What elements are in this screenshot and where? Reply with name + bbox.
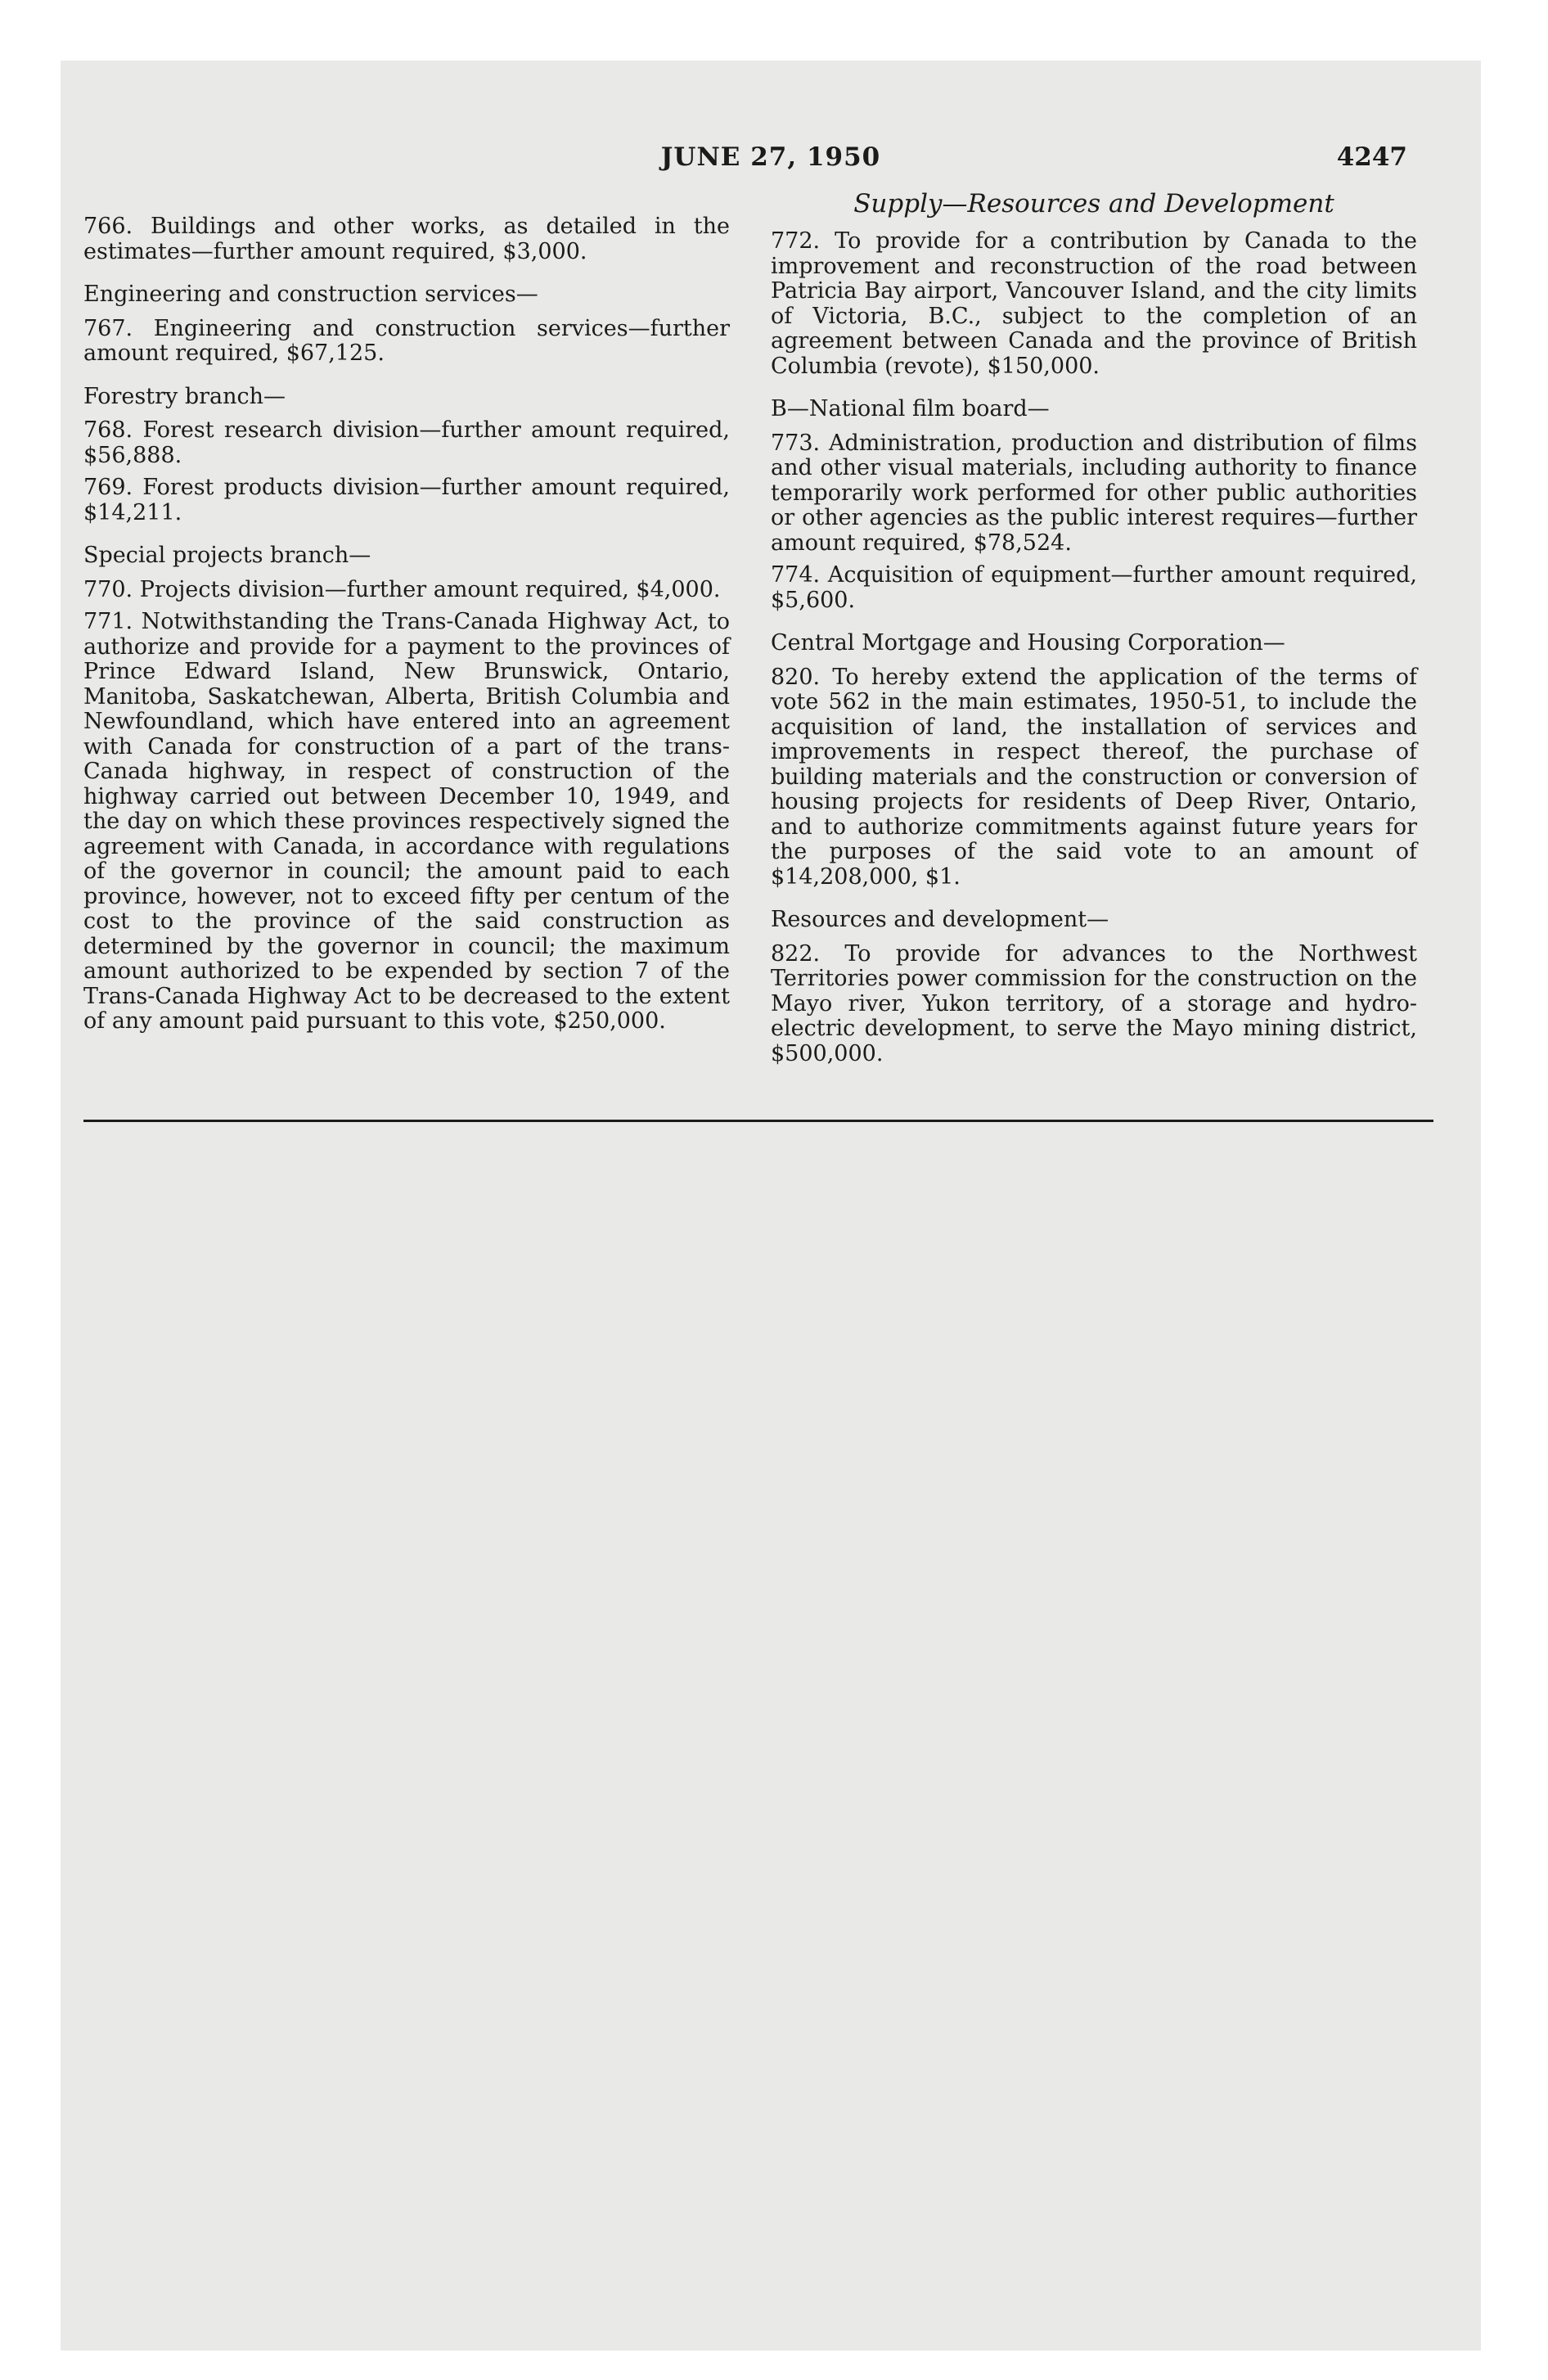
vote-766: 766. Buildings and other works, as detailed in the estimates—further amount required, $3,000. (83, 214, 730, 264)
vote-771: 771. Notwithstanding the Trans-Canada Highway Act, to authorize and provide for a payment to the provinces of Prince Edward Island, New Brunswick, Ontario, Manitoba, Saskatchewan, Alberta, British Columbia and Newfoundland, which have entered into an agreement with Canada for construction of a part of the trans-Canada highway, in respect of construction of the highway carried out between December 10, 1949, and the day on which these provinces respectively signed the agreement with Canada, in accordance with regulations of the governor in council; the amount paid to each province, however, not to exceed fifty per centum of the cost to the province of the said construction as determined by the governor in council; the maximum amount authorized to be expended by section 7 of the Trans-Canada Highway Act to be decreased to the extent of any amount paid pursuant to this vote, $250,000. (83, 609, 730, 1034)
running-heading: Supply—Resources and Development (853, 189, 1334, 219)
section-cmhc: Central Mortgage and Housing Corporation— (771, 630, 1285, 656)
vote-770: 770. Projects division—further amount required, $4,000. (83, 576, 721, 602)
section-resources-development: Resources and development— (771, 907, 1109, 932)
section-engineering: Engineering and construction services— (83, 282, 538, 307)
section-forestry: Forestry branch— (83, 383, 286, 409)
vote-767: 767. Engineering and construction services—further amount required, $67,125. (83, 315, 730, 366)
section-national-film-board: B—National film board— (771, 396, 1050, 421)
left-column (83, 214, 730, 1042)
vote-773: 773. Administration, production and distribution of films and other visual materials, including authority to finance temporarily work performed for other public authorities or other agencies as the public interest requires—further amount required, $78,524. (771, 430, 1417, 556)
scanned-page (61, 61, 1481, 2351)
vote-772: 772. To provide for a contribution by Canada to the improvement and reconstruction of the road between Patricia Bay airport, Vancouver Island, and the city limits of Victoria, B.C., subject to the completion of an agreement between Canada and the province of British Columbia (revote), $150,000. (771, 228, 1417, 379)
vote-769: 769. Forest products division—further amount required, $14,211. (83, 475, 730, 525)
vote-774: 774. Acquisition of equipment—further amount required, $5,600. (771, 562, 1417, 613)
right-column (771, 190, 1417, 1074)
vote-768: 768. Forest research division—further amount required, $56,888. (83, 417, 730, 468)
vote-822: 822. To provide for advances to the Northwest Territories power commission for the construction on the Mayo river, Yukon territory, of a storage and hydro-electric development, to serve the Mayo mining district, $500,000. (771, 940, 1417, 1066)
vote-820: 820. To hereby extend the application of the terms of vote 562 in the main estimates, 1950-51, to include the acquisition of land, the installation of services and improvements in respect thereof, the purchase of building materials and the construction or conversion of housing projects for residents of Deep River, Ontario, and to authorize commitments against future years for the purposes of the said vote to an amount of $14,208,000, $1. (771, 664, 1417, 890)
section-special-projects: Special projects branch— (83, 543, 371, 568)
page-number: 4247 (1336, 142, 1407, 172)
page-header (61, 142, 1481, 192)
end-rule (83, 1120, 1433, 1122)
page-date: JUNE 27, 1950 (660, 142, 881, 172)
